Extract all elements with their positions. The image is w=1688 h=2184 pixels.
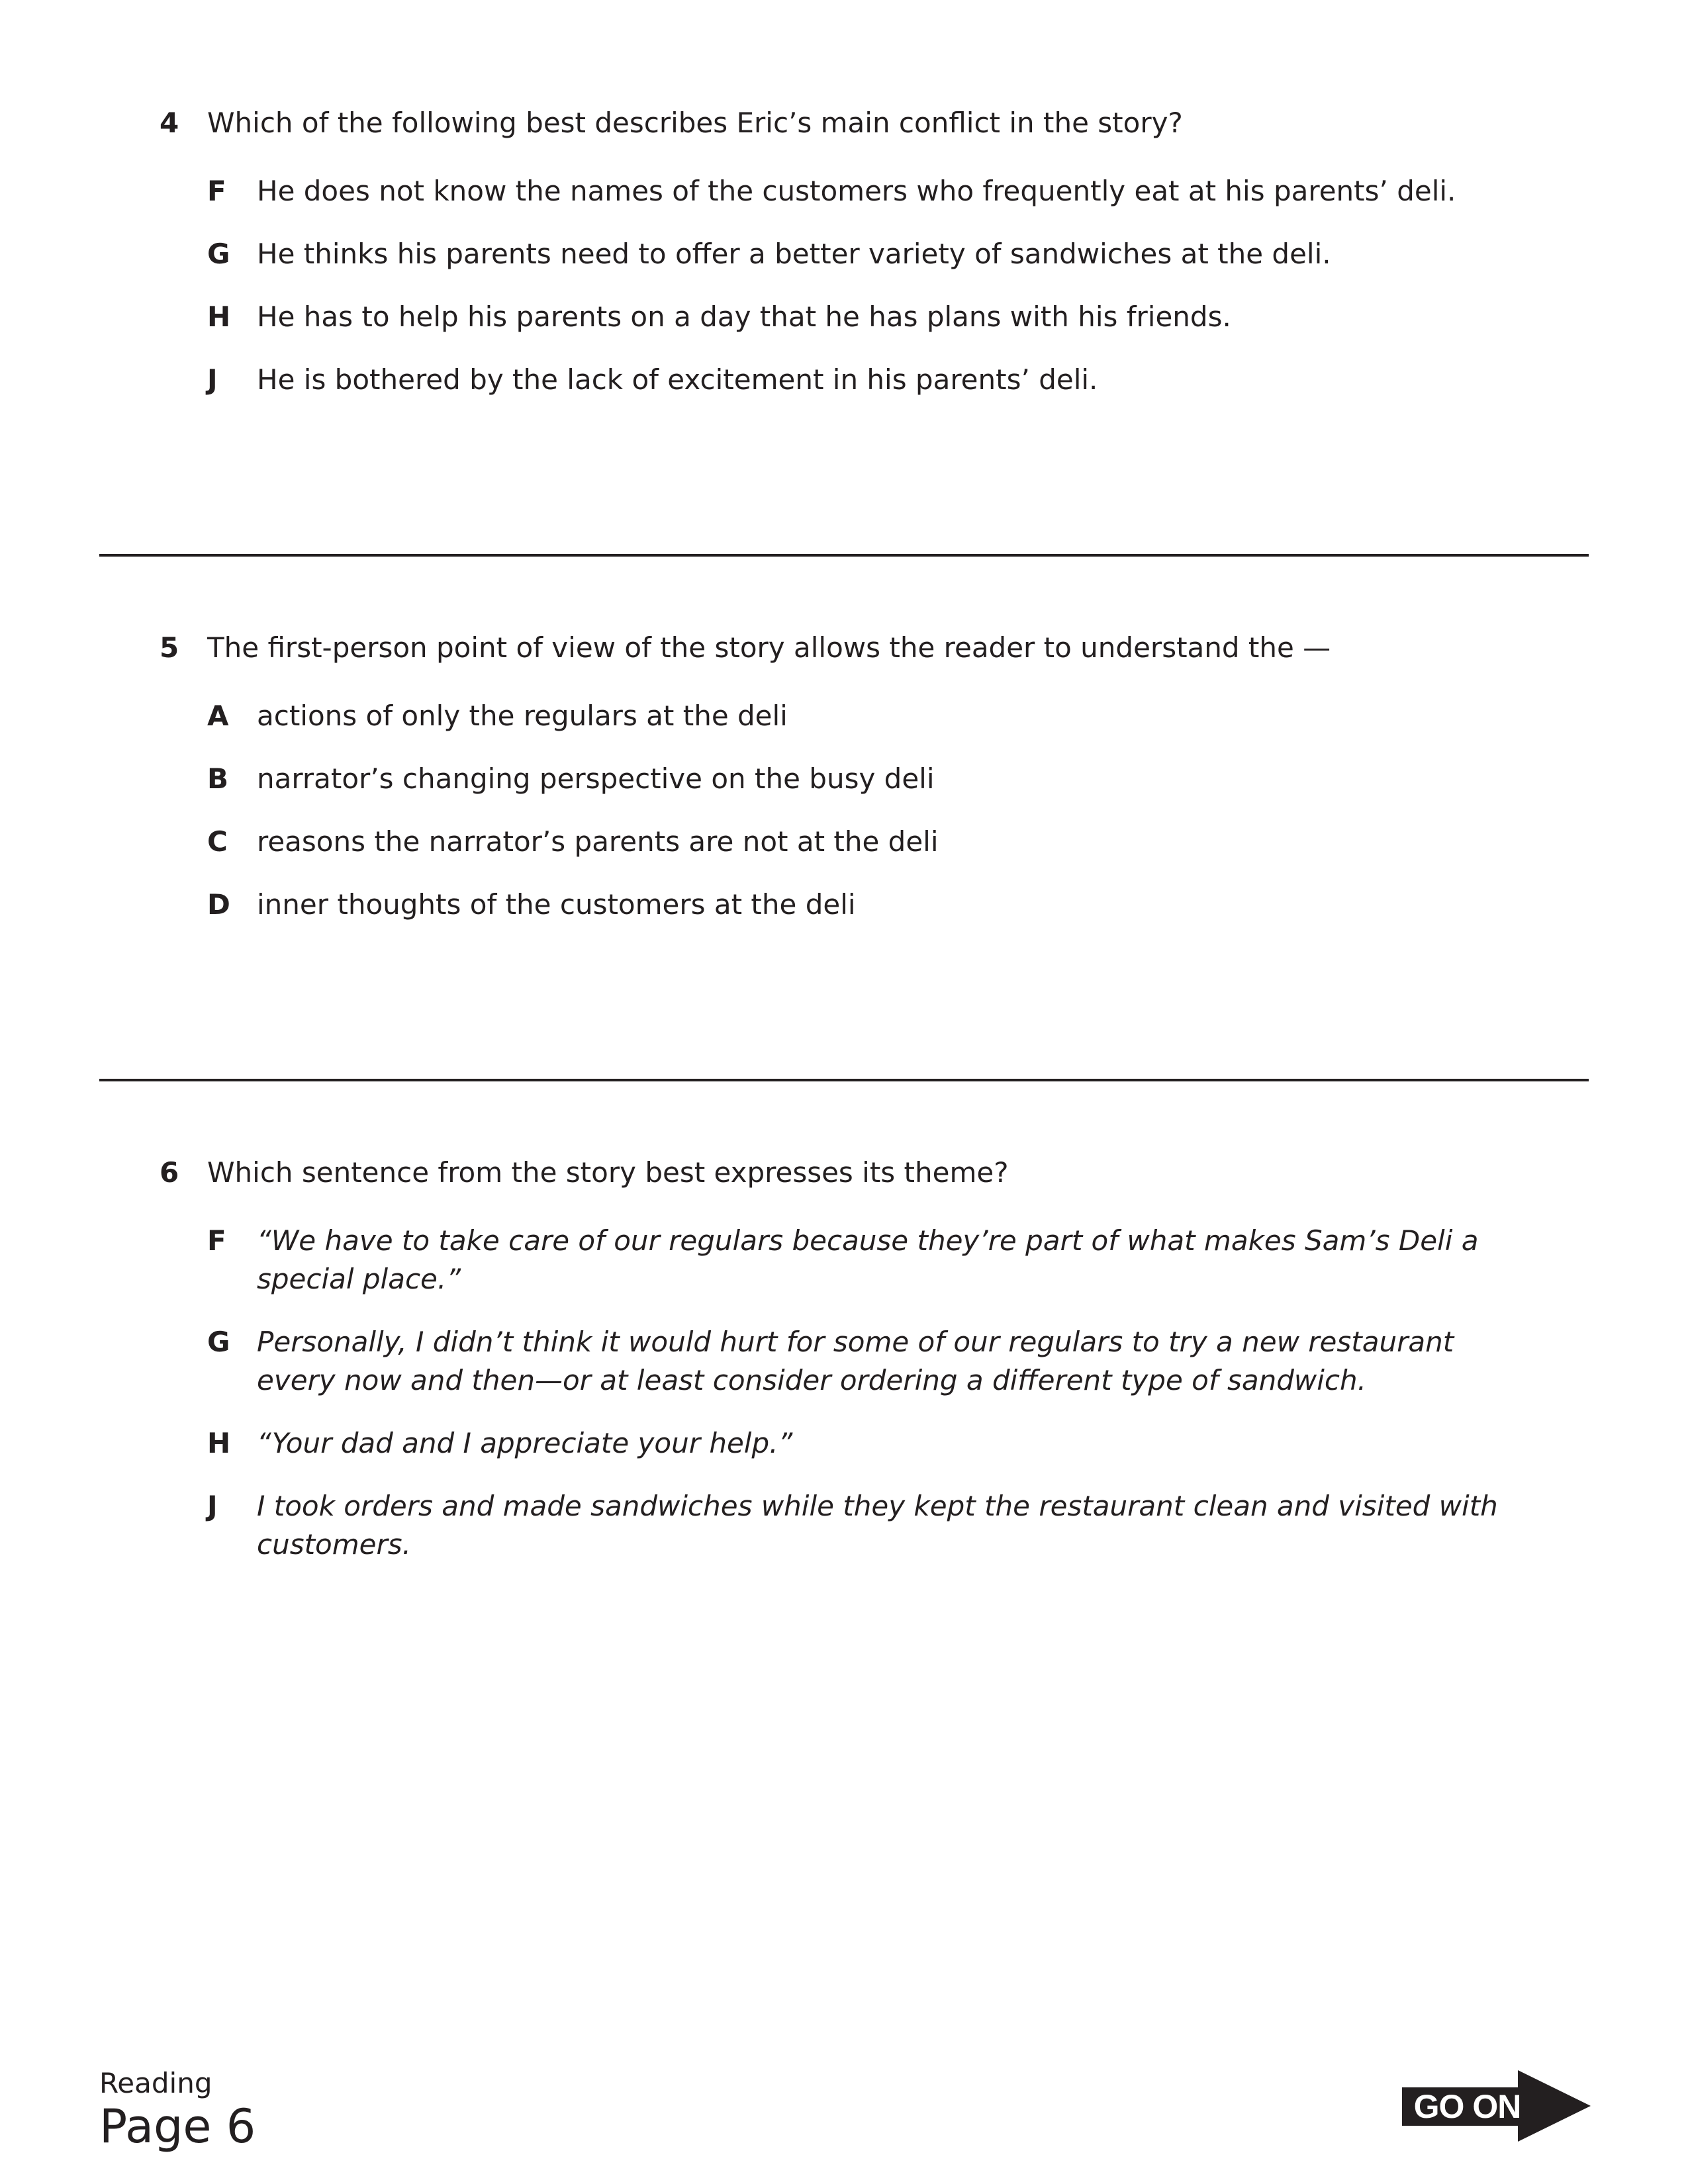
question-4 bbox=[160, 105, 1523, 424]
answer-option-g[interactable] bbox=[160, 235, 1523, 273]
go-on-label: GO ON bbox=[1413, 2088, 1521, 2125]
question-number: 6 bbox=[160, 1156, 179, 1189]
option-text: “We have to take care of our regulars because they’re part of what makes Sam’s Deli a special place.” bbox=[257, 1224, 1479, 1295]
answer-option-j[interactable] bbox=[160, 361, 1523, 399]
option-letter: F bbox=[207, 1224, 226, 1257]
answer-options bbox=[160, 172, 1523, 399]
question-6 bbox=[160, 1154, 1523, 1588]
option-text: reasons the narrator’s parents are not at the deli bbox=[257, 825, 939, 858]
option-letter: C bbox=[207, 825, 228, 858]
option-text: Personally, I didn’t think it would hurt for some of our regulars to try a new restaurant every now and then—or at least consider ordering a different type of sandwich. bbox=[257, 1326, 1454, 1396]
option-letter: G bbox=[207, 1326, 230, 1358]
question-text: The first-person point of view of the story allows the reader to understand the — bbox=[207, 631, 1331, 664]
section-label: Reading bbox=[99, 2067, 212, 2099]
question-stem bbox=[160, 629, 1523, 666]
section-divider bbox=[99, 554, 1589, 557]
page-number: Page 6 bbox=[99, 2099, 256, 2154]
section-divider bbox=[99, 1079, 1589, 1081]
question-text: Which of the following best describes Eric’s main conflict in the story? bbox=[207, 107, 1183, 139]
option-text: I took orders and made sandwiches while they kept the restaurant clean and visited with customers. bbox=[257, 1490, 1498, 1561]
answer-option-b[interactable] bbox=[160, 760, 1523, 798]
question-stem bbox=[160, 105, 1523, 142]
question-text: Which sentence from the story best expresses its theme? bbox=[207, 1156, 1009, 1189]
answer-option-c[interactable] bbox=[160, 823, 1523, 861]
answer-option-h[interactable] bbox=[160, 1424, 1523, 1463]
option-text: narrator’s changing perspective on the busy deli bbox=[257, 762, 935, 795]
option-letter: D bbox=[207, 888, 230, 921]
option-text: He does not know the names of the customers who frequently eat at his parents’ deli. bbox=[257, 175, 1456, 207]
answer-option-f[interactable] bbox=[160, 1222, 1523, 1298]
question-5 bbox=[160, 629, 1523, 948]
option-text: “Your dad and I appreciate your help.” bbox=[257, 1427, 793, 1459]
option-letter: A bbox=[207, 700, 229, 732]
option-text: actions of only the regulars at the deli bbox=[257, 700, 788, 732]
option-letter: G bbox=[207, 238, 230, 270]
answer-option-g[interactable] bbox=[160, 1323, 1523, 1400]
option-text: He has to help his parents on a day that he has plans with his friends. bbox=[257, 300, 1231, 333]
go-on-indicator bbox=[1402, 2070, 1591, 2142]
answer-option-f[interactable] bbox=[160, 172, 1523, 210]
answer-option-d[interactable] bbox=[160, 886, 1523, 924]
option-letter: J bbox=[207, 363, 218, 396]
option-letter: J bbox=[207, 1490, 218, 1522]
answer-option-j[interactable] bbox=[160, 1487, 1523, 1564]
option-text: He thinks his parents need to offer a better variety of sandwiches at the deli. bbox=[257, 238, 1331, 270]
answer-option-h[interactable] bbox=[160, 298, 1523, 336]
answer-options bbox=[160, 1222, 1523, 1564]
option-text: He is bothered by the lack of excitement in his parents’ deli. bbox=[257, 363, 1098, 396]
answer-options bbox=[160, 697, 1523, 924]
question-number: 4 bbox=[160, 107, 179, 139]
option-letter: B bbox=[207, 762, 229, 795]
option-letter: F bbox=[207, 175, 226, 207]
option-text: inner thoughts of the customers at the deli bbox=[257, 888, 856, 921]
question-number: 5 bbox=[160, 631, 179, 664]
option-letter: H bbox=[207, 300, 231, 333]
question-stem bbox=[160, 1154, 1523, 1191]
option-letter: H bbox=[207, 1427, 231, 1459]
answer-option-a[interactable] bbox=[160, 697, 1523, 735]
